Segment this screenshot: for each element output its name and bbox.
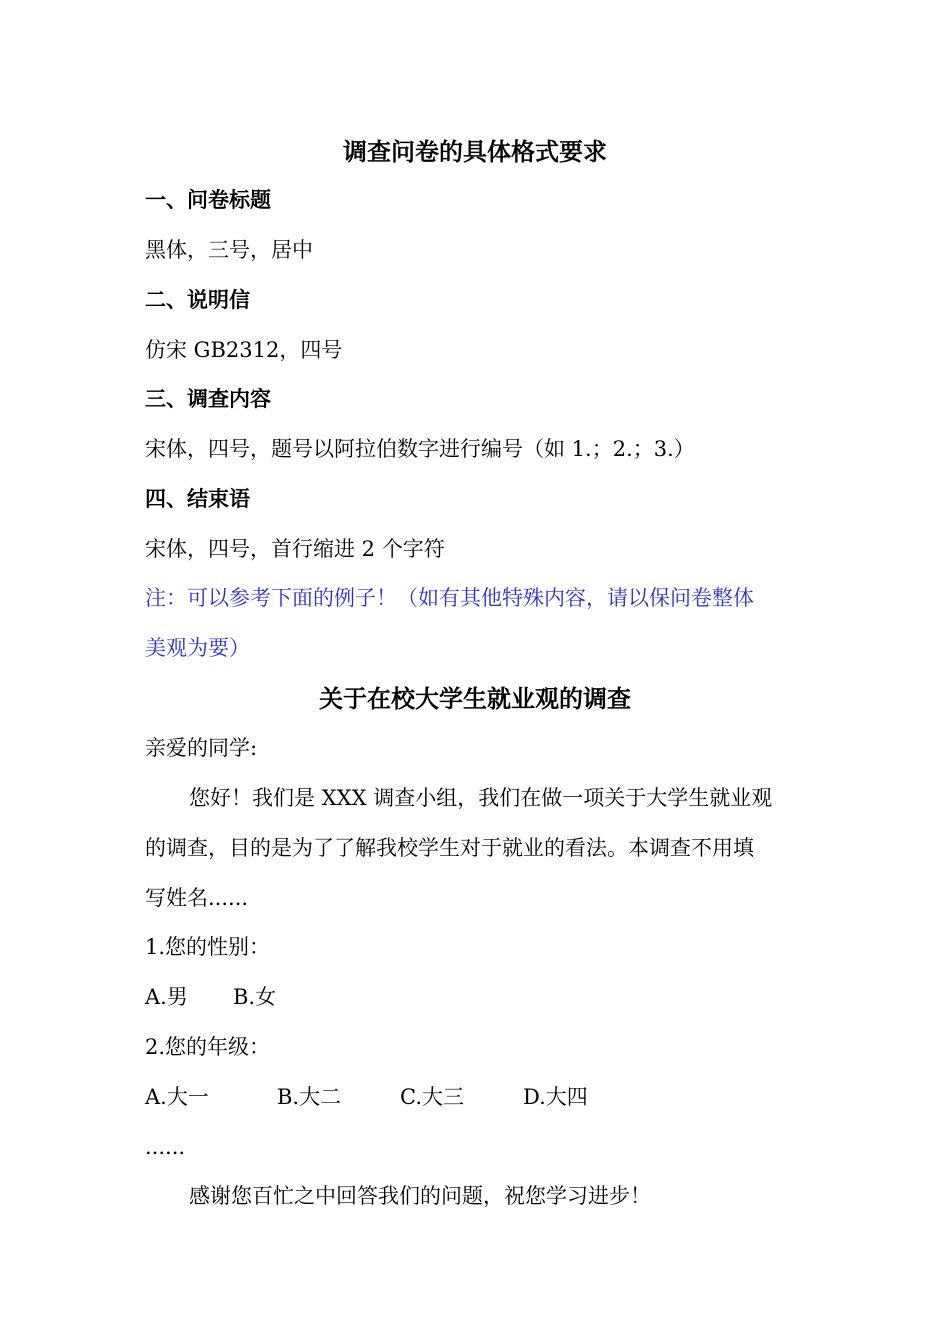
note-line-1: 注：可以参考下面的例子！（如有其他特殊内容，请以保问卷整体 bbox=[145, 586, 754, 610]
section-heading-1: 一、问卷标题 bbox=[145, 188, 271, 212]
example-intro-line-2: 的调查，目的是为了了解我校学生对于就业的看法。本调查不用填 bbox=[145, 836, 754, 860]
question-2-option-d[interactable]: D.大四 bbox=[523, 1085, 588, 1109]
question-2-options bbox=[145, 1083, 588, 1111]
example-intro-line-1: 您好！我们是 XXX 调查小组，我们在做一项关于大学生就业观 bbox=[189, 786, 773, 810]
question-1-options bbox=[145, 983, 276, 1011]
example-greeting: 亲爱的同学: bbox=[145, 736, 258, 760]
example-ellipsis: ...... bbox=[145, 1135, 186, 1159]
section-body-3: 宋体，四号，题号以阿拉伯数字进行编号（如 1.；2.；3.） bbox=[145, 437, 695, 461]
question-2-option-c[interactable]: C.大三 bbox=[400, 1085, 464, 1109]
question-1-option-b[interactable]: B.女 bbox=[233, 985, 277, 1009]
example-closing: 感谢您百忙之中回答我们的问题，祝您学习进步！ bbox=[189, 1184, 651, 1208]
section-body-2: 仿宋 GB2312，四号 bbox=[145, 338, 343, 362]
note-line-2: 美观为要） bbox=[145, 636, 250, 660]
question-2-text: 2.您的年级： bbox=[145, 1035, 271, 1059]
section-heading-2: 二、说明信 bbox=[145, 288, 250, 312]
format-title: 调查问卷的具体格式要求 bbox=[343, 138, 607, 166]
question-1-option-a[interactable]: A.男 bbox=[145, 985, 188, 1009]
section-body-4: 宋体，四号，首行缩进 2 个字符 bbox=[145, 537, 445, 561]
question-2-option-a[interactable]: A.大一 bbox=[145, 1085, 209, 1109]
section-body-1: 黑体，三号，居中 bbox=[145, 238, 313, 262]
question-2-option-b[interactable]: B.大二 bbox=[277, 1085, 342, 1109]
section-heading-4: 四、结束语 bbox=[145, 487, 250, 511]
question-1-text: 1.您的性别： bbox=[145, 935, 271, 959]
example-intro-line-3: 写姓名...... bbox=[145, 886, 249, 910]
section-heading-3: 三、调查内容 bbox=[145, 387, 271, 411]
example-title: 关于在校大学生就业观的调查 bbox=[319, 685, 631, 713]
